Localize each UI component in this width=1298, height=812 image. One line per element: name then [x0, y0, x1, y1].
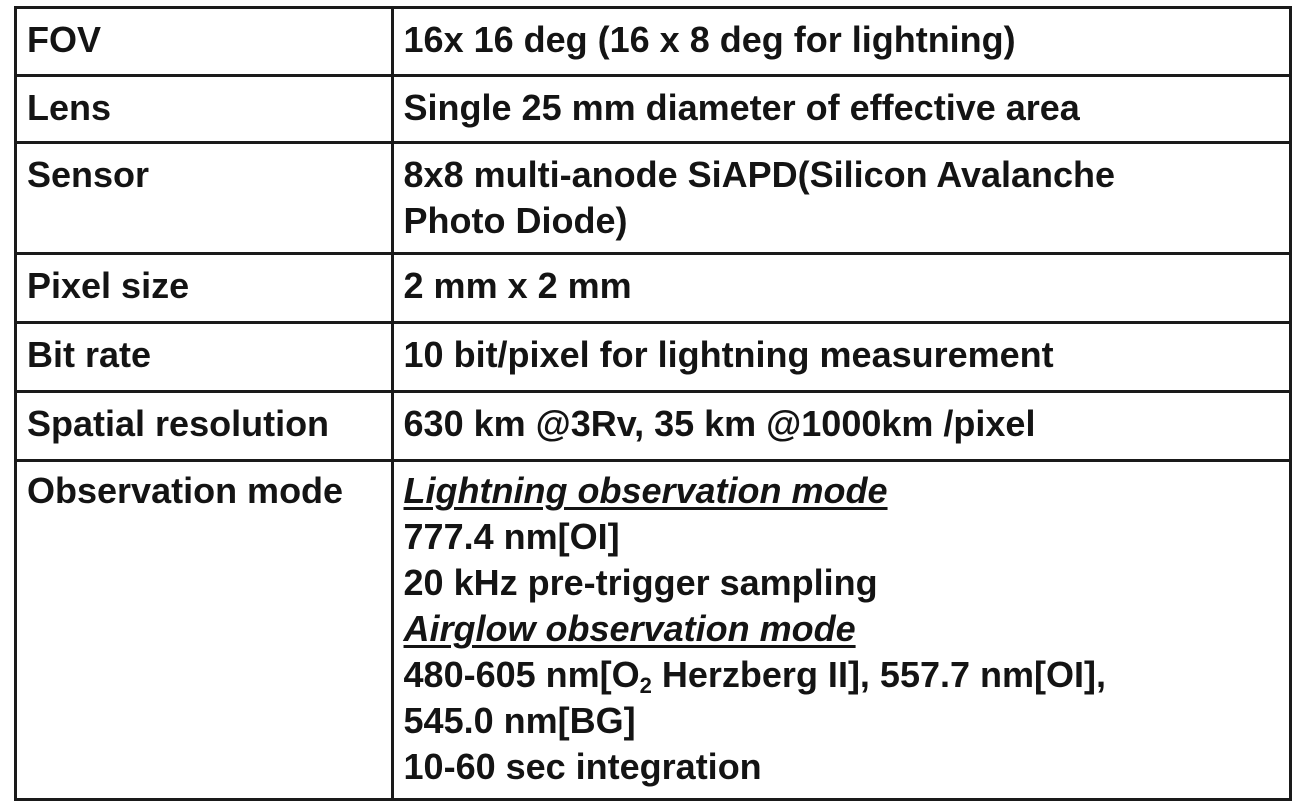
row-label-fov: FOV: [16, 8, 393, 76]
row-value-sensor: [392, 143, 1290, 254]
airglow-wavelengths-line: [404, 652, 1289, 698]
airglow-mode-heading: Airglow observation mode: [403, 608, 856, 649]
oxygen-subscript: 2: [639, 673, 652, 698]
spec-table: [14, 6, 1292, 801]
row-value-pixel-size: 2 mm x 2 mm: [392, 254, 1290, 323]
table-row: [16, 254, 1291, 323]
table-row: [16, 461, 1291, 800]
airglow-wavelength-text: Herzberg II], 557.7 nm[OI],: [651, 654, 1107, 695]
row-value-spatial-resolution: 630 km @3Rv, 35 km @1000km /pixel: [392, 392, 1290, 461]
table-row: [16, 8, 1291, 76]
table-row: [16, 392, 1291, 461]
row-label-spatial-resolution: Spatial resolution: [16, 392, 393, 461]
row-value-bit-rate: 10 bit/pixel for lightning measurement: [392, 323, 1290, 392]
airglow-wavelength-text: 480-605 nm[O: [403, 654, 640, 695]
table-row: [16, 76, 1291, 143]
row-label-sensor: Sensor: [16, 143, 393, 254]
row-label-lens: Lens: [16, 76, 393, 143]
row-label-observation-mode: Observation mode: [16, 461, 393, 800]
row-label-pixel-size: Pixel size: [16, 254, 393, 323]
table-row: [16, 143, 1291, 254]
airglow-background-line: 545.0 nm[BG]: [403, 700, 636, 741]
row-value-lens: Single 25 mm diameter of effective area: [392, 76, 1290, 143]
row-value-observation-mode: [392, 461, 1290, 800]
sensor-value-line: 8x8 multi-anode SiAPD(Silicon Avalanche: [403, 154, 1116, 195]
row-label-bit-rate: Bit rate: [16, 323, 393, 392]
row-value-fov: 16x 16 deg (16 x 8 deg for lightning): [392, 8, 1290, 76]
table-row: [16, 323, 1291, 392]
lightning-mode-heading: Lightning observation mode: [403, 470, 888, 511]
sensor-value-line: Photo Diode): [403, 200, 628, 241]
lightning-wavelength: 777.4 nm[OI]: [403, 516, 620, 557]
lightning-sampling: 20 kHz pre-trigger sampling: [403, 562, 878, 603]
airglow-integration-line: 10-60 sec integration: [403, 746, 762, 787]
